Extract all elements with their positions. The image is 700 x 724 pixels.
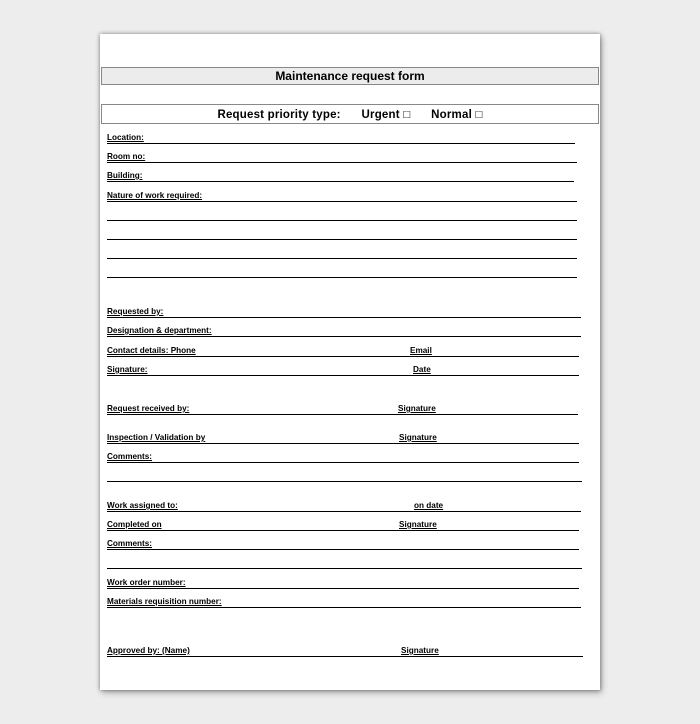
inspection-signature-label: Signature [399,433,437,442]
work-assigned-to-field[interactable] [107,500,581,512]
inspection-field[interactable] [107,432,579,444]
comments-line-2[interactable] [107,567,582,569]
urgent-label: Urgent [361,109,400,121]
normal-label: Normal [431,109,472,121]
work-order-number-field[interactable] [107,577,579,589]
nature-of-work-label: Nature of work required: [107,191,203,200]
nature-of-work-line[interactable] [107,238,577,240]
room-no-field[interactable] [107,151,577,163]
signature-field[interactable] [107,364,579,376]
approved-by-label: Approved by: (Name) [107,646,190,655]
completed-on-label: Completed on [107,520,162,529]
comments-field-2[interactable] [107,538,579,550]
contact-phone-label: Contact details: Phone [107,346,196,355]
designation-label: Designation & department: [107,326,212,335]
approved-by-field[interactable] [107,645,583,657]
nature-of-work-line[interactable] [107,276,577,278]
email-label: Email [410,346,432,355]
priority-row [101,104,599,124]
nature-of-work-field[interactable] [107,190,577,202]
approved-signature-label: Signature [401,646,439,655]
work-assigned-to-label: Work assigned to: [107,501,178,510]
signature-label: Signature: [107,365,148,374]
building-label: Building: [107,171,143,180]
room-no-label: Room no: [107,152,146,161]
request-received-by-field[interactable] [107,403,578,415]
comments-label-2: Comments: [107,539,153,548]
location-label: Location: [107,133,144,142]
comments-field[interactable] [107,451,579,463]
form-page [100,34,600,690]
urgent-checkbox[interactable]: □ [403,109,411,121]
request-received-by-label: Request received by: [107,404,190,413]
requested-by-field[interactable] [107,306,581,318]
materials-requisition-field[interactable] [107,596,581,608]
inspection-label: Inspection / Validation by [107,433,206,442]
building-field[interactable] [107,170,574,182]
received-signature-label: Signature [398,404,436,413]
location-field[interactable] [107,132,575,144]
contact-phone-field[interactable] [107,345,579,357]
comments-line[interactable] [107,480,582,482]
designation-field[interactable] [107,325,581,337]
normal-checkbox[interactable]: □ [475,109,483,121]
comments-label: Comments: [107,452,153,461]
completed-signature-label: Signature [399,520,437,529]
nature-of-work-line[interactable] [107,257,577,259]
on-date-label: on date [414,501,444,510]
priority-label: Request priority type: [217,109,341,121]
materials-requisition-label: Materials requisition number: [107,597,222,606]
form-title: Maintenance request form [101,67,599,85]
requested-by-label: Requested by: [107,307,164,316]
work-order-number-label: Work order number: [107,578,186,587]
completed-on-field[interactable] [107,519,579,531]
nature-of-work-line[interactable] [107,219,577,221]
date-label: Date [413,365,431,374]
